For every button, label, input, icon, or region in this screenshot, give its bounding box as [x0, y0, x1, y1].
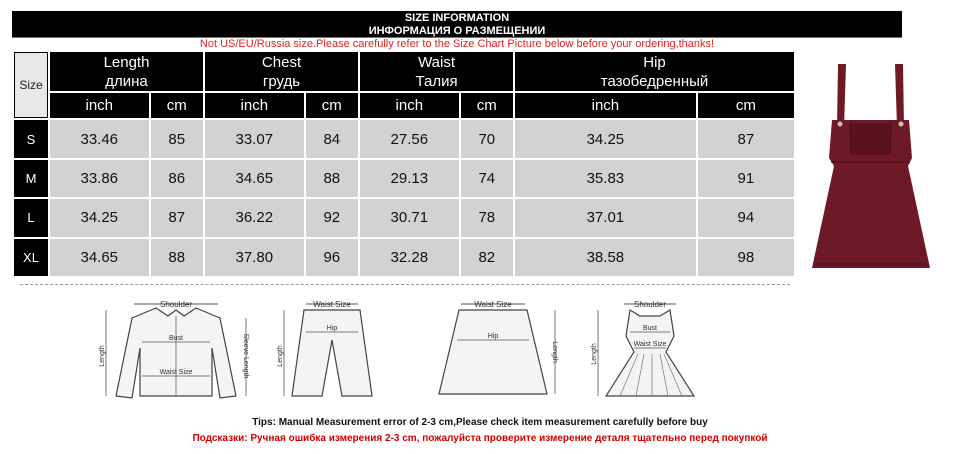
header-title-block	[12, 11, 902, 37]
group-en: Waist	[418, 53, 456, 71]
header-title-en: SIZE INFORMATION	[404, 12, 510, 24]
value-cell: 27.56	[360, 120, 459, 157]
value-cell: 87	[698, 120, 794, 157]
value-cell: 84	[306, 120, 358, 157]
value-cell: 86	[151, 160, 203, 197]
value-cell: 29.13	[360, 160, 459, 197]
dress-shoulder-label: Shoulder	[633, 300, 667, 309]
pants-hip-label: Hip	[326, 325, 338, 332]
tips-en: Tips: Manual Measurement error of 2-3 cm,Please check item measurement carefully before buy	[252, 417, 708, 428]
value-cell: 33.07	[205, 120, 304, 157]
value-cell: 33.86	[50, 160, 149, 197]
value-cell: 70	[461, 120, 513, 157]
shirt-bust-label: Bust	[168, 335, 184, 342]
table-group-row	[14, 52, 794, 91]
dress-length-label: Length	[591, 343, 598, 365]
group-ru: грудь	[262, 72, 301, 90]
table-row	[14, 239, 794, 276]
group-en: Length	[103, 53, 150, 71]
value-cell: 92	[306, 199, 358, 236]
dress-strap-left	[837, 64, 846, 128]
value-cell: 98	[698, 239, 794, 276]
dress-waist-label: Waist Size	[633, 341, 667, 348]
group-en: Hip	[643, 53, 666, 71]
shirt-waist-label: Waist Size	[159, 369, 193, 376]
header-title-ru: ИНФОРМАЦИЯ О РАЗМЕЩЕНИИ	[368, 25, 546, 37]
unit-header: inch	[360, 93, 459, 118]
pants-waist-label: Waist Size	[313, 300, 351, 309]
skirt-waist-label: Waist Size	[474, 300, 512, 309]
skirt-diagram	[425, 296, 565, 406]
shirt-diagram	[96, 296, 256, 406]
skirt-hip-label: Hip	[487, 333, 499, 340]
value-cell: 78	[461, 199, 513, 236]
size-cell: S	[14, 120, 48, 157]
group-ru: длина	[105, 72, 148, 90]
pants-diagram	[276, 296, 386, 406]
size-chart-table	[12, 50, 796, 278]
value-cell: 32.28	[360, 239, 459, 276]
value-cell: 37.01	[515, 199, 696, 236]
group-en: Chest	[261, 53, 302, 71]
group-header-chest	[205, 52, 358, 91]
value-cell: 91	[698, 160, 794, 197]
unit-header: cm	[306, 93, 358, 118]
value-cell: 33.46	[50, 120, 149, 157]
table-row	[14, 160, 794, 197]
table-row	[14, 120, 794, 157]
size-cell: L	[14, 199, 48, 236]
size-cell: XL	[14, 239, 48, 276]
group-header-length	[50, 52, 203, 91]
shirt-shoulder-label: Shoulder	[159, 300, 193, 309]
tips-ru: Подсказки: Ручная ошибка измерения 2-3 cm, пожалуйста проверите измерение деталя тщательно перед покупкой	[192, 433, 768, 444]
group-header-waist	[360, 52, 513, 91]
value-cell: 74	[461, 160, 513, 197]
dress-pocket	[850, 124, 891, 154]
dress-button-right	[899, 122, 904, 127]
unit-header: inch	[50, 93, 149, 118]
shirt-length-label: Length	[99, 345, 106, 367]
value-cell: 34.65	[50, 239, 149, 276]
skirt-length-label: Length	[551, 341, 558, 363]
unit-header: inch	[515, 93, 696, 118]
value-cell: 85	[151, 120, 203, 157]
product-dress-image	[808, 58, 933, 276]
section-divider	[20, 284, 790, 285]
header-note: Not US/EU/Russia size.Please carefully refer to the Size Chart Picture below before your ordering,thanks!	[12, 37, 902, 50]
value-cell: 34.65	[205, 160, 304, 197]
size-column-header: Size	[14, 52, 48, 118]
value-cell: 34.25	[515, 120, 696, 157]
group-header-hip	[515, 52, 794, 91]
dress-button-left	[838, 122, 843, 127]
value-cell: 38.58	[515, 239, 696, 276]
size-info-header	[12, 11, 902, 50]
value-cell: 96	[306, 239, 358, 276]
dress-diagram	[590, 296, 700, 406]
value-cell: 30.71	[360, 199, 459, 236]
value-cell: 87	[151, 199, 203, 236]
value-cell: 36.22	[205, 199, 304, 236]
size-cell: M	[14, 160, 48, 197]
value-cell: 37.80	[205, 239, 304, 276]
value-cell: 82	[461, 239, 513, 276]
table-unit-row	[14, 93, 794, 118]
group-ru: Талия	[415, 72, 458, 90]
dress-strap-right	[895, 64, 904, 128]
table-row	[14, 199, 794, 236]
value-cell: 34.25	[50, 199, 149, 236]
value-cell: 88	[306, 160, 358, 197]
value-cell: 94	[698, 199, 794, 236]
unit-header: cm	[461, 93, 513, 118]
value-cell: 88	[151, 239, 203, 276]
unit-header: cm	[698, 93, 794, 118]
pants-length-label: Length	[277, 345, 284, 367]
group-ru: тазобедренный	[600, 72, 709, 90]
shirt-sleeve-label: Sleeve Length	[242, 333, 249, 379]
unit-header: cm	[151, 93, 203, 118]
value-cell: 35.83	[515, 160, 696, 197]
unit-header: inch	[205, 93, 304, 118]
dress-bust-label: Bust	[642, 325, 658, 332]
